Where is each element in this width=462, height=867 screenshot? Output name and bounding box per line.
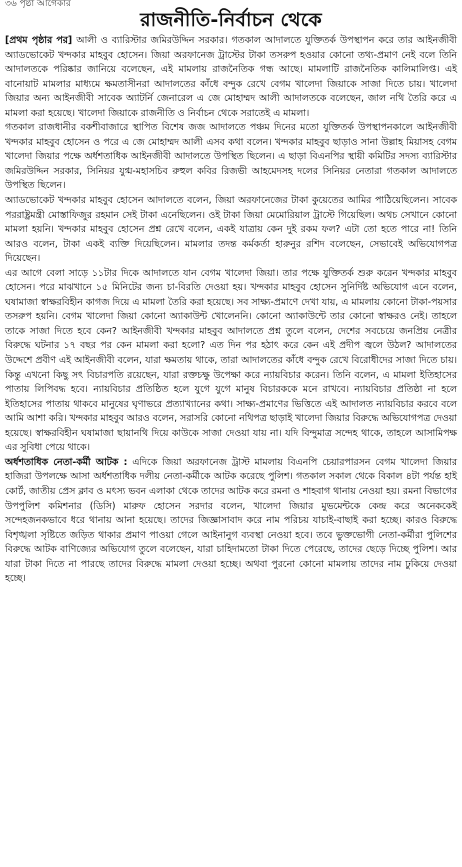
paragraph-text: অ্যাডভোকেট খন্দকার মাহবুব হোসেন আদালতে বলেন, জিয়া অরফানেজের টাকা কুয়েতের আমির পাঠিয়েছিলেন। সাবেক পররাষ্ট্রমন্ত্রী মোস্তাফিজুর রহমান সেই টাকা এনেছিলেন। ওই টাকা জিয়া মেমোরিয়াল ট্রাস্টে গিয়েছিল। অথচ সেখানে কোনো মামলা হয়নি। খন্দকার মাহবুব হোসেন প্রশ্ন রেখে বলেন, একই যাত্রায় কেন দুই রকম ফল? এটা তো হতে পারে না! তিনি আরও বলেন, টাকা একই ব্যক্তি দিয়েছিলেন। মামলার তদন্ত কর্মকর্তা হারুনুর রশিদ বলেছেন, সেভাবেই অভিযোগপত্র দিয়েছেন। xyxy=(5,195,457,265)
section-subheading: অর্ধশতাধিক নেতা-কর্মী আটক : xyxy=(5,456,128,468)
continuation-marker: [প্রথম পৃষ্ঠার পর] xyxy=(5,35,73,46)
article-headline: রাজনীতি-নির্বাচন থেকে xyxy=(140,9,322,31)
article-paragraph-1 xyxy=(5,34,457,121)
paragraph-text: এদিকে জিয়া অরফানেজ ট্রাস্ট মামলায় বিএনপি চেয়ারপারসন বেগম খালেদা জিয়ার হাজিরা উপলক্ষে আসা অর্ধশতাধিক দলীয় নেতা-কর্মীকে আটক করেছে পুলিশ। গতকাল সকাল থেকে বিকাল ৪টা পর্যন্ত হাই কোর্ট, জাতীয় প্রেস ক্লাব ও মৎস্য ভবন এলাকা থেকে তাদের আটক করে রমনা ও শাহবাগ থানায় নেওয়া হয়। রমনা বিভাগের উপপুলিশ কমিশনার (ডিসি) মারুফ হোসেন সরদার বলেন, খালেদা জিয়ার মুভমেন্টকে কেন্দ্র করে অনেককেই সন্দেহজনকভাবে ধরে থানায় আনা হয়েছে। তাদের জিজ্ঞাসাবাদ করে নাম পরিচয় যাচাই-বাছাই করা হচ্ছে। কারও বিরুদ্ধে বিশৃঙ্খলা সৃষ্টিতে জড়িত থাকার প্রমাণ পাওয়া গেলে আইনানুগ ব্যবস্থা নেওয়া হবে। তবে ভুক্তভোগী নেতা-কর্মীরা পুলিশের বিরুদ্ধে আটক বাণিজ্যের অভিযোগ তুলে বলেছেন, যারা চাহিদামতো টাকা দিতে পেরেছে, তাদের ছেড়ে দিচ্ছে পুলিশ। আর যারা টাকা দিতে না পারছে তাদের বিরুদ্ধে মামলা দেওয়া হচ্ছে। অথবা পুরনো কোনো মামলায় তাদের নাম ঢুকিয়ে দেওয়া হচ্ছে। xyxy=(5,456,457,585)
cropped-header-text: ৩৬ পৃষ্ঠা আগেকার xyxy=(5,0,71,8)
article-paragraph-3 xyxy=(5,194,457,267)
article-paragraph-2 xyxy=(5,121,457,194)
article-paragraph-4 xyxy=(5,267,457,456)
paragraph-text: আলী ও ব্যারিস্টার জমিরউদ্দিন সরকার। গতকাল আদালতে যুক্তিতর্ক উপস্থাপন করে তার আইনজীবী অ্যাডভোকেট খন্দকার মাহবুব হোসেন। জিয়া অরফানেজ ট্রাস্টের টাকা তসরুপ হওয়ার কোনো তথ্য-প্রমাণ নেই বলে তিনি আদালতকে পরিষ্কার জানিয়ে বলেছেন, এই মামলায় রাজনৈতিক গন্ধ আছে। মামলাটি রাজনৈতিক কালিমালিপ্ত। এই বানোয়াট মামলার মাধ্যমে ক্ষমতাসীনরা আদালতের কাঁধে বন্দুক রেখে বেগম খালেদা জিয়াকে সাজা দিতে চায়। খালেদা জিয়ার অন্য আইনজীবী সাবেক অ্যাটর্নি জেনারেল এ জে মোহাম্মদ আলী আদালতকে বলেছেন, জাল নথি তৈরি করে এ মামলা করা হয়েছে। খালেদা জিয়াকে রাজনীতি ও নির্বাচন থেকে সরাতেই এ মামলা। xyxy=(5,35,457,119)
paragraph-text: গতকাল রাজধানীর বকশীবাজারে স্থাপিত বিশেষ জজ আদালতে পঞ্চম দিনের মতো যুক্তিতর্ক উপস্থাপনকালে আইনজীবী খন্দকার মাহবুব হোসেন ও পরে এ জে মোহাম্মদ আলী এসব কথা বলেন। খন্দকার মাহবুব ছাড়াও সানা উল্লাহ মিয়াসহ বেগম খালেদা জিয়ার পক্ষে অর্ধশতাধিক আইনজীবী আদালতে উপস্থিত ছিলেন। এ ছাড়া বিএনপির স্থায়ী কমিটির সদস্য ব্যারিস্টার জমিরউদ্দিন সরকার, সিনিয়র যুগ্ম-মহাসচিব রুহুল কবির রিজভী আহমেদসহ দলের সিনিয়র নেতারা গতকাল আদালতে উপস্থিত ছিলেন। xyxy=(5,122,457,192)
article-paragraph-5 xyxy=(5,456,457,587)
paragraph-text: এর আগে বেলা সাড়ে ১১টার দিকে আদালতে যান বেগম খালেদা জিয়া। তার পক্ষে যুক্তিতর্ক শুরু করেন খন্দকার মাহবুব হোসেন। পরে মাঝখানে ১৫ মিনিটের জন্য চা-বিরতি দেওয়া হয়। খন্দকার মাহবুব হোসেন সুনির্দিষ্ট অভিযোগ এনে বলেন, ঘষামাজা স্বাক্ষরবিহীন কাগজ দিয়ে এ মামলা তৈরি করা হয়েছে। সব সাক্ষ্য-প্রমাণে দেখা যায়, এ মামলায় কোনো টাকা-পয়সার তসরুপ হয়নি। বেগম খালেদা জিয়া কোনো অ্যাকাউন্ট খোলেননি। কোনো অ্যাকাউন্টে তার কোনো স্বাক্ষরও নেই। তাহলে তাকে সাজা দিতে হবে কেন? আইনজীবী খন্দকার মাহবুব আদালতে প্রশ্ন তুলে বলেন, দেশের সবচেয়ে জনপ্রিয় নেত্রীর বিরুদ্ধে ঘটনার ১৭ বছর পর কেন মামলা করা হলো? এত দিন পর হঠাৎ করে কেন এই প্রদীপ জ্বলে উঠল? আদালতের উদ্দেশে প্রবীণ এই আইনজীবী বলেন, যারা ক্ষমতায় থাকে, তারা আদালতের কাঁধে বন্দুক রেখে বিরোধীদের সাজা দিতে চায়। কিন্তু এখনো কিছু সৎ বিচারপতি রয়েছেন, যারা রক্তচক্ষু উপেক্ষা করে ন্যায়বিচার করেন। তিনি বলেন, এ মামলা ইতিহাসের পাতায় লিপিবদ্ধ হবে। ন্যায়বিচার প্রতিষ্ঠিত হলে যুগে যুগে মানুষ বিচারককে মনে রাখবে। ন্যায়বিচার প্রতিষ্ঠা না হলে ইতিহাসের পাতায় থাকবে মানুষের ঘৃণাভরে প্রত্যাখ্যানের কথা। সাক্ষ্য-প্রমাণের ভিত্তিতে এই আদালত ন্যায়বিচার করবে বলে আমি আশা করি। খন্দকার মাহবুব আরও বলেন, সরাসরি কোনো নথিপত্র ছাড়াই খালেদা জিয়ার বিরুদ্ধে অভিযোগপত্র দেওয়া হয়েছে। স্বাক্ষরবিহীন ঘষামাজা ছায়ানথি দিয়ে কাউকে সাজা দেওয়া যায় না। যদি বিন্দুমাত্র সন্দেহ থাকে, তাহলে আসামিপক্ষ এর সুবিধা পেয়ে থাকে। xyxy=(5,267,457,454)
article-body xyxy=(5,34,457,587)
